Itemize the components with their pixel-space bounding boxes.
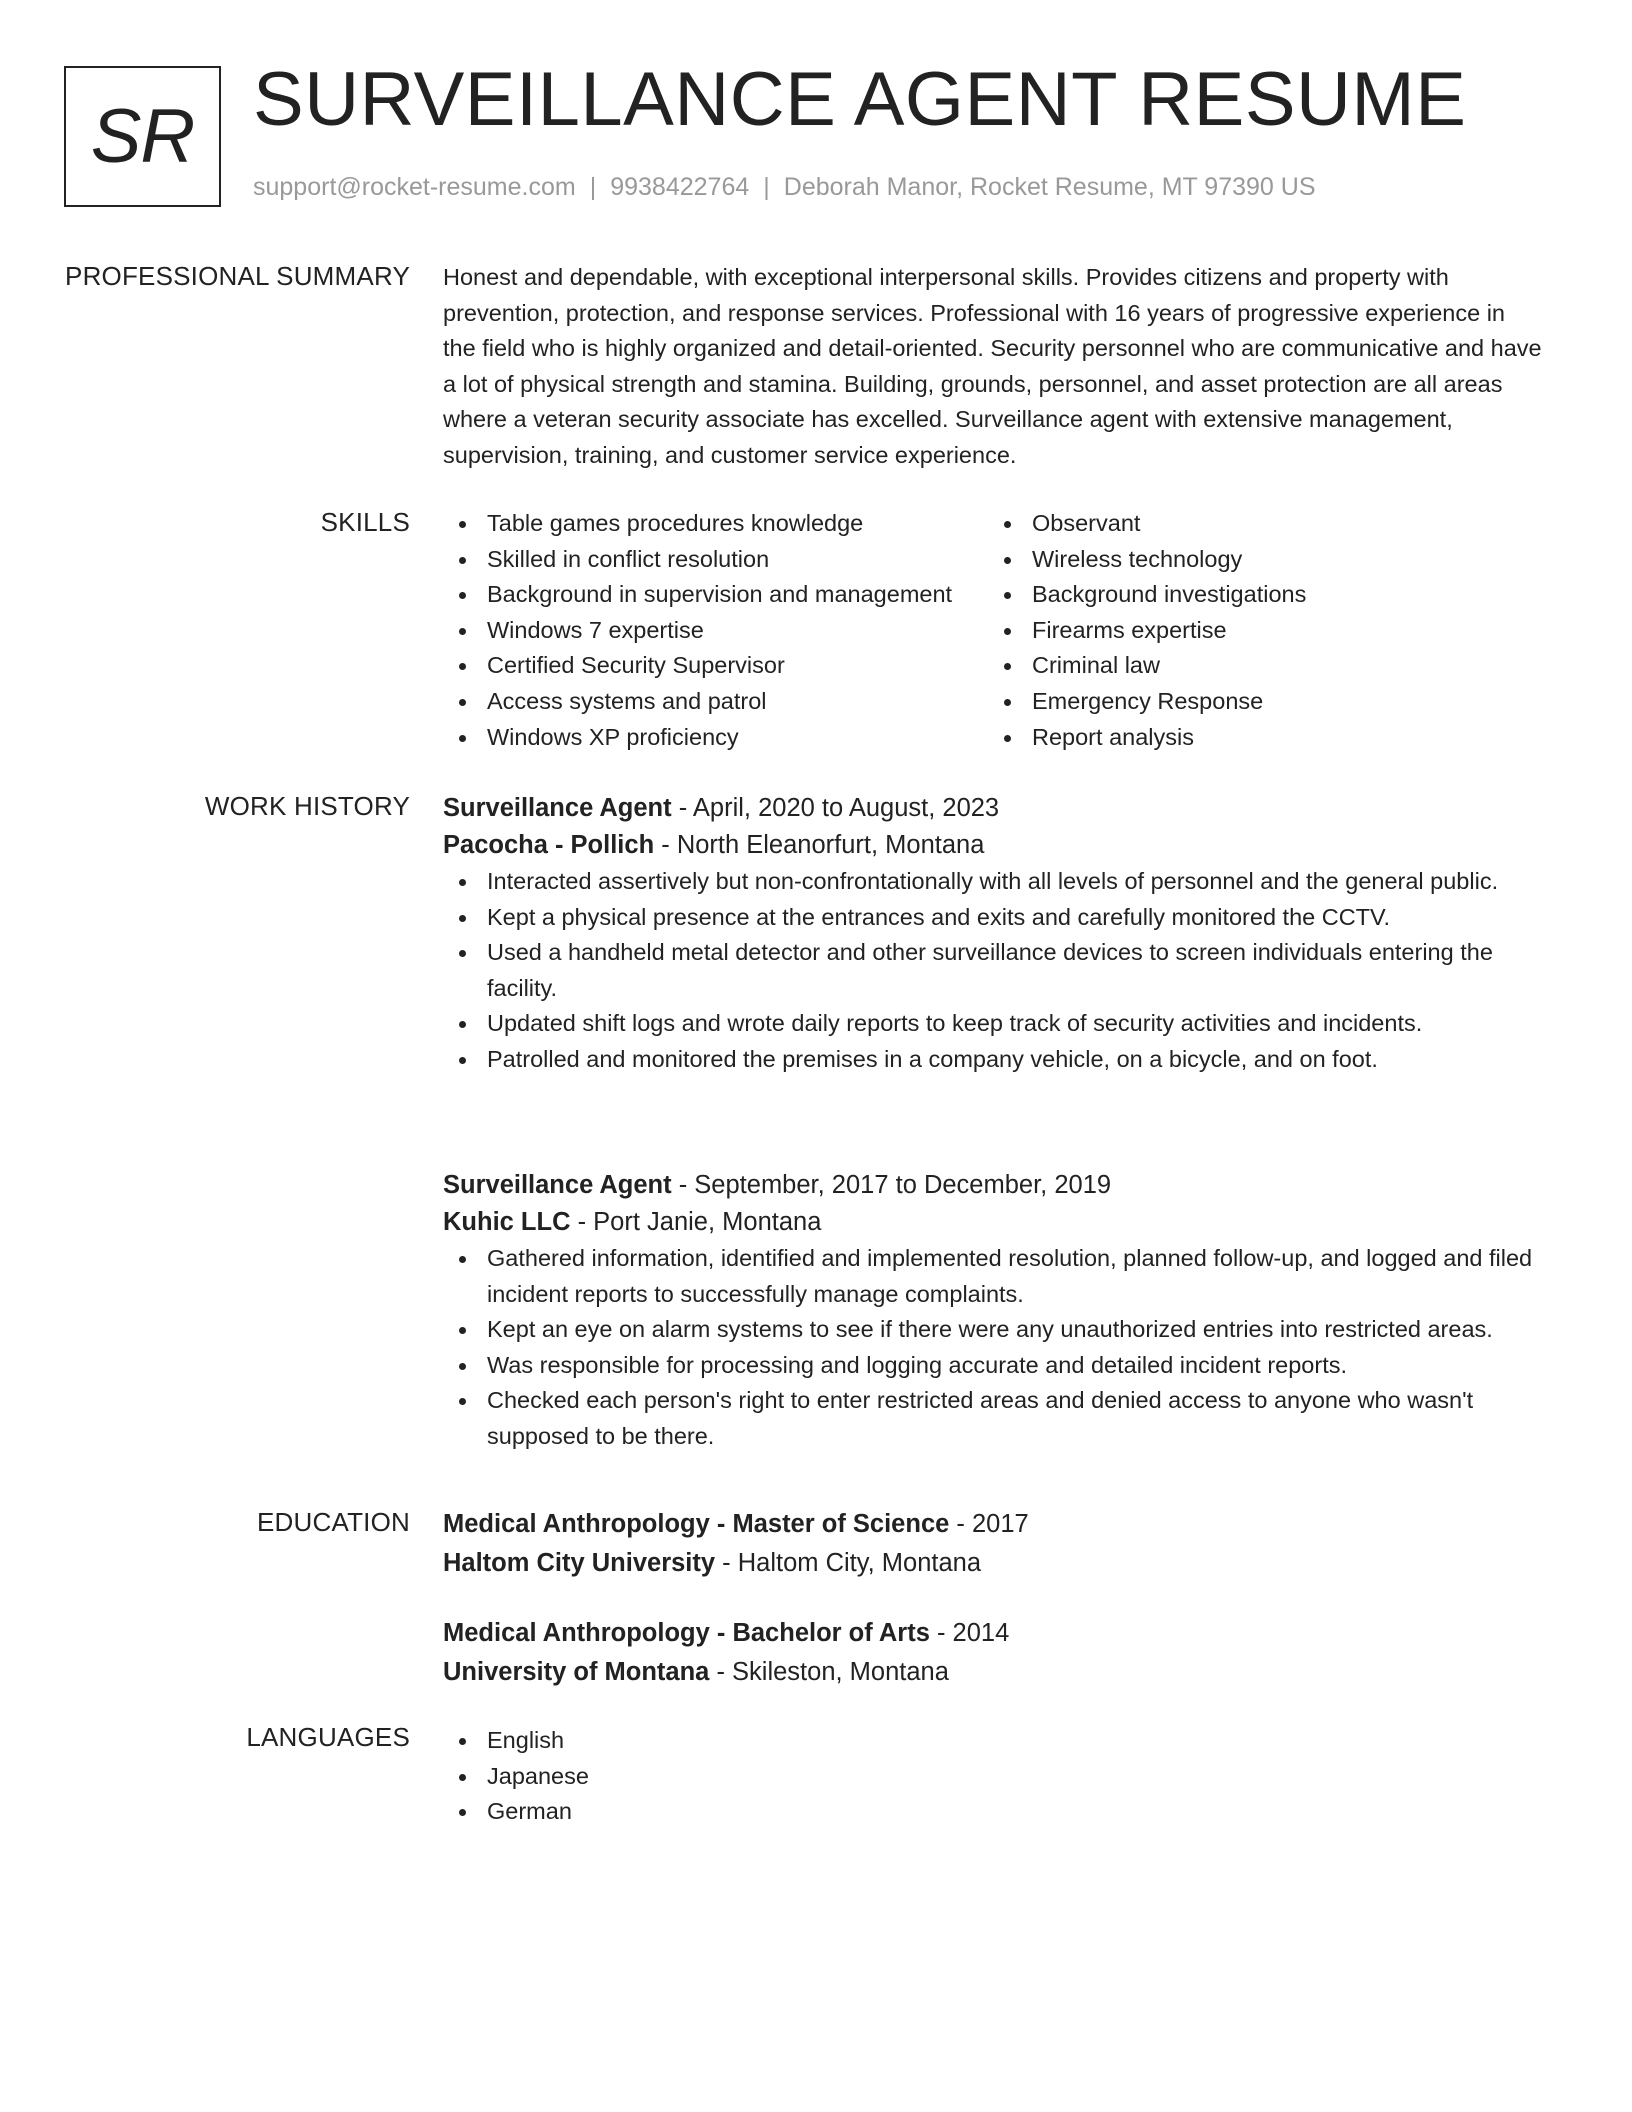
job-title-line xyxy=(443,1167,1543,1204)
degree-name: Medical Anthropology - Master of Science xyxy=(443,1510,950,1538)
job-company-line xyxy=(443,1204,1543,1241)
skill-item: Firearms expertise xyxy=(988,613,1528,649)
degree-name: Medical Anthropology - Bachelor of Arts xyxy=(443,1619,930,1647)
phone-text: 9938422764 xyxy=(610,173,750,201)
job-duty: Patrolled and monitored the premises in a company vehicle, on a bicycle, and on foot. xyxy=(443,1042,1543,1078)
job-duty: Gathered information, identified and implemented resolution, planned follow-up, and logged and filed incident reports to successfully manage complaints. xyxy=(443,1241,1543,1312)
skills-list-left xyxy=(443,506,983,755)
job-duties-list xyxy=(443,1241,1543,1455)
skill-item: Criminal law xyxy=(988,648,1528,684)
language-item: German xyxy=(443,1794,1543,1830)
school-line xyxy=(443,1545,1029,1582)
skill-item: Table games procedures knowledge xyxy=(443,506,983,542)
languages-heading: LANGUAGES xyxy=(246,1722,410,1752)
job-dates: - September, 2017 to December, 2019 xyxy=(671,1171,1112,1199)
job-entry xyxy=(443,790,1543,1078)
skill-item: Background in supervision and management xyxy=(443,577,983,613)
job-duties-list xyxy=(443,864,1543,1078)
work-history-heading: WORK HISTORY xyxy=(204,791,410,821)
language-item: Japanese xyxy=(443,1759,1543,1795)
contact-separator: | xyxy=(763,173,770,201)
job-title-line xyxy=(443,790,1543,827)
languages-list xyxy=(443,1723,1543,1830)
job-duty: Kept a physical presence at the entrances and exits and carefully monitored the CCTV. xyxy=(443,900,1543,936)
degree-line xyxy=(443,1615,1009,1652)
school-location: - Skileston, Montana xyxy=(709,1658,949,1686)
job-location: - Port Janie, Montana xyxy=(570,1208,822,1236)
job-duty: Used a handheld metal detector and other surveillance devices to screen individuals entering the facility. xyxy=(443,935,1543,1006)
address-text: Deborah Manor, Rocket Resume, MT 97390 US xyxy=(783,173,1316,201)
skill-item: Access systems and patrol xyxy=(443,684,983,720)
language-item: English xyxy=(443,1723,1543,1759)
email-text: support@rocket-resume.com xyxy=(253,173,576,201)
skill-item: Certified Security Supervisor xyxy=(443,648,983,684)
degree-year: - 2014 xyxy=(929,1619,1010,1647)
skill-item: Background investigations xyxy=(988,577,1528,613)
degree-line xyxy=(443,1506,1029,1543)
job-company-line xyxy=(443,827,1543,864)
school-name: University of Montana xyxy=(443,1658,710,1686)
skills-list-right xyxy=(988,506,1528,755)
contact-line xyxy=(253,172,1316,202)
degree-year: - 2017 xyxy=(949,1510,1029,1538)
skill-item: Emergency Response xyxy=(988,684,1528,720)
job-title: Surveillance Agent xyxy=(443,1171,672,1199)
school-line xyxy=(443,1654,1009,1691)
education-entry xyxy=(443,1506,1029,1582)
skill-item: Windows XP proficiency xyxy=(443,720,983,756)
job-duty: Checked each person's right to enter restricted areas and denied access to anyone who wasn't supposed to be there. xyxy=(443,1383,1543,1454)
education-entry xyxy=(443,1615,1009,1691)
job-company: Kuhic LLC xyxy=(443,1208,571,1236)
job-company: Pacocha - Pollich xyxy=(443,831,655,859)
contact-separator: | xyxy=(589,173,597,201)
skill-item: Windows 7 expertise xyxy=(443,613,983,649)
resume-title: SURVEILLANCE AGENT RESUME xyxy=(253,57,1467,142)
job-location: - North Eleanorfurt, Montana xyxy=(654,831,985,859)
job-duty: Updated shift logs and wrote daily reports to keep track of security activities and incidents. xyxy=(443,1006,1543,1042)
skill-item: Wireless technology xyxy=(988,542,1528,578)
summary-heading: PROFESSIONAL SUMMARY xyxy=(65,261,410,291)
school-name: Haltom City University xyxy=(443,1549,716,1577)
summary-text: Honest and dependable, with exceptional interpersonal skills. Provides citizens and property with prevention, protection, and response services. Professional with 16 years of progressive experience in the field who is highly organized and detail-oriented. Security personnel who are communicative and have a lot of physical strength and stamina. Building, grounds, personnel, and asset protection are all areas where a veteran security associate has excelled. Surveillance agent with extensive management, supervision, training, and customer service experience. xyxy=(443,264,1542,468)
education-heading: EDUCATION xyxy=(257,1507,410,1537)
monogram-badge: SR xyxy=(64,66,221,207)
skill-item: Report analysis xyxy=(988,720,1528,756)
job-title: Surveillance Agent xyxy=(443,794,672,822)
skill-item: Skilled in conflict resolution xyxy=(443,542,983,578)
skill-item: Observant xyxy=(988,506,1528,542)
skills-heading: SKILLS xyxy=(320,507,410,537)
job-entry xyxy=(443,1167,1543,1455)
job-dates: - April, 2020 to August, 2023 xyxy=(671,794,1000,822)
job-duty: Was responsible for processing and logging accurate and detailed incident reports. xyxy=(443,1348,1543,1384)
job-duty: Kept an eye on alarm systems to see if there were any unauthorized entries into restricted areas. xyxy=(443,1312,1543,1348)
job-duty: Interacted assertively but non-confrontationally with all levels of personnel and the general public. xyxy=(443,864,1543,900)
school-location: - Haltom City, Montana xyxy=(715,1549,982,1577)
